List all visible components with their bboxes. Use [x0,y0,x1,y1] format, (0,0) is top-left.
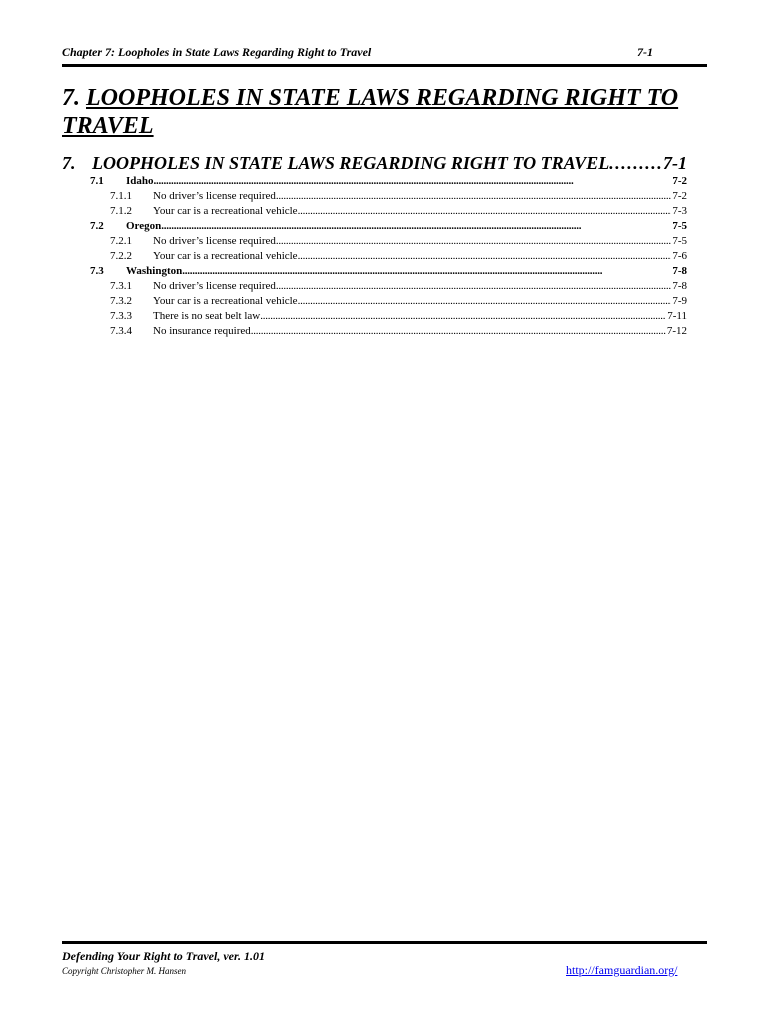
toc-entry-label: No driver’s license required [153,190,276,202]
toc-dot-leader [161,219,671,234]
running-header-page-number: 7-1 [637,45,653,59]
toc-entry-subsection[interactable] [62,309,687,324]
toc-entry-label: Your car is a recreational vehicle [153,295,298,307]
toc-dot-leader [276,234,671,249]
toc-dot-leader [298,294,672,309]
toc-dot-leader [251,324,666,339]
toc-entry-page: 7-2 [672,175,687,187]
toc-entry-number: 7.3.1 [110,280,132,292]
toc-entry-page: 7-8 [672,280,687,292]
toc-entry-page: 7-9 [672,295,687,307]
toc-entry-page: 7-11 [667,310,687,322]
toc-entry-number: 7.3.4 [110,325,132,337]
footer-book-title: Defending Your Right to Travel, ver. 1.01 [62,949,266,963]
running-header-chapter: Chapter 7: Loopholes in State Laws Regarding Right to Travel [62,45,372,59]
toc-entry-label: LOOPHOLES IN STATE LAWS REGARDING RIGHT TO TRAVEL [92,153,610,173]
toc-entry-number: 7.1 [90,175,104,187]
toc-entry-number: 7.1.2 [110,205,132,217]
toc-entry-number: 7.3.3 [110,310,132,322]
toc-dot-leader [260,309,666,324]
toc-entry-subsection[interactable] [62,189,687,204]
toc-entry-label: No insurance required [153,325,251,337]
toc-entry-subsection[interactable] [62,294,687,309]
toc-entry-page: 7-12 [666,325,687,337]
toc-entry-section[interactable] [62,219,687,234]
toc-entry-subsection[interactable] [62,234,687,249]
page-header [62,45,707,61]
footer-copyright: Copyright Christopher M. Hansen [62,966,187,976]
toc-entry-page: 7-1 [663,153,687,173]
toc-entry-section[interactable] [62,174,687,189]
toc-dot-leader [298,204,672,219]
toc-entry-number: 7. [62,153,76,173]
chapter-title-number: 7. [62,85,80,111]
toc-entry-number: 7.1.1 [110,190,132,202]
toc-entry-number: 7.3.2 [110,295,132,307]
toc-entry-label: Your car is a recreational vehicle [153,250,298,262]
toc-entry-number: 7.2 [90,220,104,232]
toc-entry-page: 7-6 [672,250,687,262]
toc-entry-chapter[interactable] [62,152,687,174]
toc-entry-label: Idaho [126,175,154,187]
toc-entry-subsection[interactable] [62,204,687,219]
header-rule [62,64,707,67]
toc-entry-label: There is no seat belt law [153,310,261,322]
toc-entry-number: 7.3 [90,265,104,277]
chapter-title [62,84,707,140]
toc-dot-leader [276,189,671,204]
toc-entry-section[interactable] [62,264,687,279]
toc-entry-subsection[interactable] [62,279,687,294]
chapter-title-text: LOOPHOLES IN STATE LAWS REGARDING RIGHT TO TRAVEL [62,85,679,139]
footer-website-link[interactable]: http://famguardian.org/ [566,963,678,977]
toc-entry-label: Oregon [126,220,162,232]
toc-entry-page: 7-5 [672,235,687,247]
toc-entry-subsection[interactable] [62,324,687,339]
toc-entry-page: 7-2 [672,190,687,202]
toc-entry-number: 7.2.2 [110,250,132,262]
toc-entry-label: Washington [126,265,183,277]
table-of-contents [62,152,687,339]
toc-entry-label: No driver’s license required [153,280,276,292]
toc-dot-leader [298,249,672,264]
toc-entry-page: 7-5 [672,220,687,232]
toc-entry-page: 7-3 [672,205,687,217]
toc-entry-subsection[interactable] [62,249,687,264]
toc-dot-leader [609,152,662,174]
footer-rule [62,941,707,944]
toc-dot-leader [276,279,671,294]
toc-entry-number: 7.2.1 [110,235,132,247]
toc-entry-label: No driver’s license required [153,235,276,247]
toc-entry-label: Your car is a recreational vehicle [153,205,298,217]
toc-dot-leader [182,264,671,279]
toc-entry-page: 7-8 [672,265,687,277]
toc-dot-leader [154,174,672,189]
